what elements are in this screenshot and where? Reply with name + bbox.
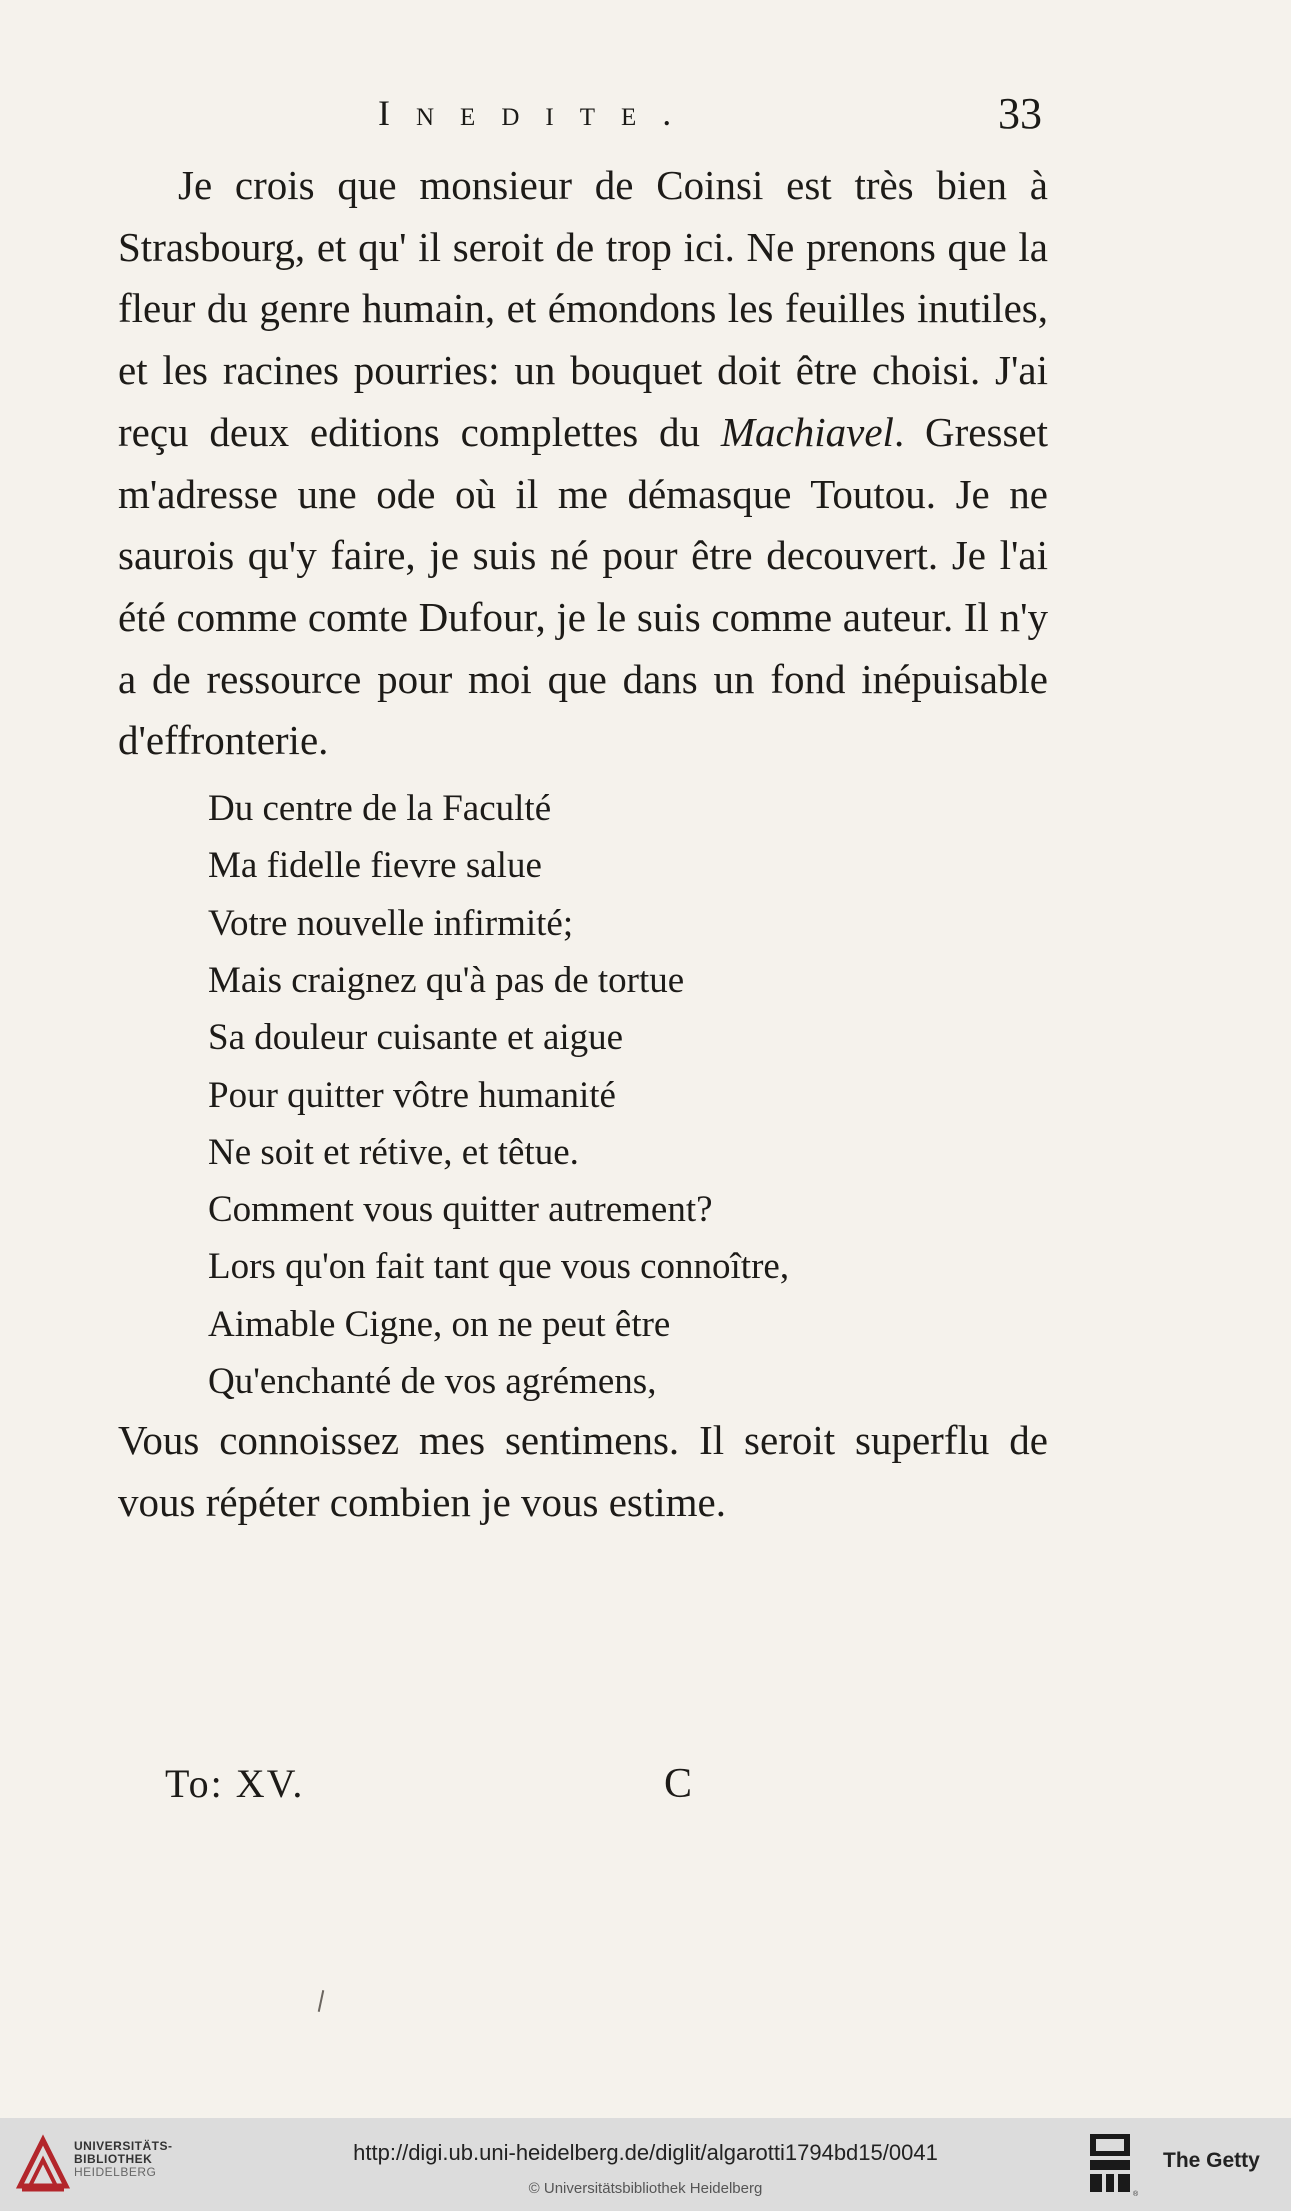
- institution-line: BIBLIOTHEK: [74, 2152, 153, 2166]
- getty-logo-icon[interactable]: [1086, 2130, 1142, 2198]
- institution-line: UNIVERSITÄTS-: [74, 2139, 173, 2153]
- stray-ink-mark: [318, 1990, 325, 2012]
- verse-line: Mais craignez qu'à pas de tortue: [208, 959, 685, 1001]
- signature-mark: C: [664, 1761, 693, 1807]
- permalink-url[interactable]: http://digi.ub.uni-heidelberg.de/diglit/algarotti1794bd15/0041: [353, 2140, 938, 2165]
- verse-line: Ma fidelle fievre salue: [208, 845, 542, 887]
- running-head: Inedite.: [378, 93, 698, 133]
- page-number: 33: [998, 89, 1042, 138]
- verse-line: Votre nouvelle infirmité;: [208, 902, 574, 944]
- verse-stanza: [208, 780, 1048, 1410]
- closing-paragraph: Vous connoissez mes sentimens. Il seroit superflu de vous répéter combien je vous estime.: [118, 1417, 1048, 1525]
- page-header: [0, 89, 1291, 142]
- printer-marks: [0, 1760, 1291, 1820]
- verse-line: Ne soit et rétive, et têtue.: [208, 1131, 579, 1173]
- verse-line: Sa douleur cuisante et aigue: [208, 1017, 624, 1059]
- svg-text:®: ®: [1133, 2191, 1139, 2198]
- page-text: [118, 155, 1048, 1534]
- italic-title-machiavel: Machiavel: [720, 408, 894, 455]
- institution-line: HEIDELBERG: [74, 2165, 157, 2179]
- verse-line: Aimable Cigne, on ne peut être: [208, 1303, 671, 1345]
- verse-line: Qu'enchanté de vos agrémens,: [208, 1361, 657, 1402]
- verse-line: Lors qu'on fait tant que vous connoître,: [208, 1246, 790, 1288]
- viewer-footer-bar: [0, 2118, 1291, 2211]
- paragraph-text-start: Je crois que monsieur de Coinsi est très bien à Strasbourg, et qu' il seroit de trop ici. Ne prenons que la fleur du genre humain, et émondons les feuilles inutiles, et les racines pourries: un bouquet doit être choisi. J'ai reçu deux editions complettes du: [118, 162, 1048, 455]
- verse-line: Pour quitter vôtre humanité: [208, 1074, 616, 1116]
- volume-mark: To: XV.: [165, 1761, 305, 1806]
- paragraph-text-end: . Gresset m'adresse une ode où il me démasque Toutou. Je ne saurois qu'y faire, je suis né pour être decouvert. Je l'ai été comme comte Dufour, je le suis comme auteur. Il n'y a de ressource pour moi que dans un fond inépuisable d'effronterie.: [118, 408, 1048, 764]
- partner-name: The Getty: [1163, 2149, 1260, 2172]
- letter-paragraph: [118, 155, 1048, 772]
- verse-line: Du centre de la Faculté: [208, 788, 552, 830]
- verse-line: Comment vous quitter autrement?: [208, 1189, 713, 1231]
- copyright-notice: © Universitätsbibliothek Heidelberg: [528, 2180, 763, 2197]
